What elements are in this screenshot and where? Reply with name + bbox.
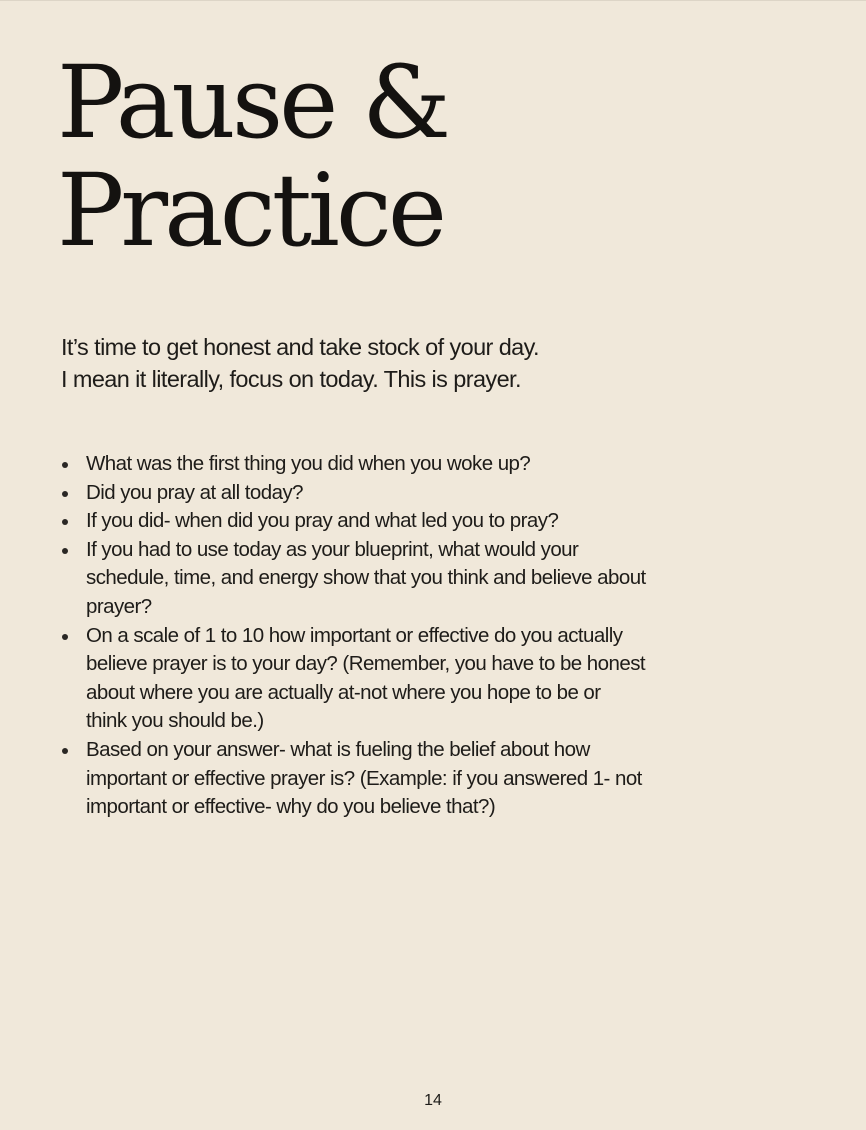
question-item: If you did- when did you pray and what led you to pray? — [86, 507, 646, 536]
question-item: On a scale of 1 to 10 how important or effective do you actually believe prayer is to your day? (Remember, you have to be honest about where you are actually at-not where you hope to be or think you should be.) — [86, 622, 646, 736]
intro-paragraph — [61, 331, 681, 395]
intro-line-1: It’s time to get honest and take stock of your day. — [61, 334, 539, 360]
question-item: What was the first thing you did when you woke up? — [86, 450, 646, 479]
page-number: 14 — [424, 1092, 442, 1109]
question-item: Did you pray at all today? — [86, 479, 646, 508]
question-item: Based on your answer- what is fueling the belief about how important or effective prayer is? (Example: if you answered 1- not important or effective- why do you believe that?) — [86, 736, 646, 822]
title-line-2: Practice — [57, 152, 444, 269]
page-title — [57, 44, 448, 269]
title-line-1: Pause & — [57, 44, 448, 161]
question-list — [86, 450, 646, 822]
intro-line-2: I mean it literally, focus on today. This is prayer. — [61, 366, 521, 392]
question-item: If you had to use today as your blueprint, what would your schedule, time, and energy show that you think and believe about prayer? — [86, 536, 646, 622]
